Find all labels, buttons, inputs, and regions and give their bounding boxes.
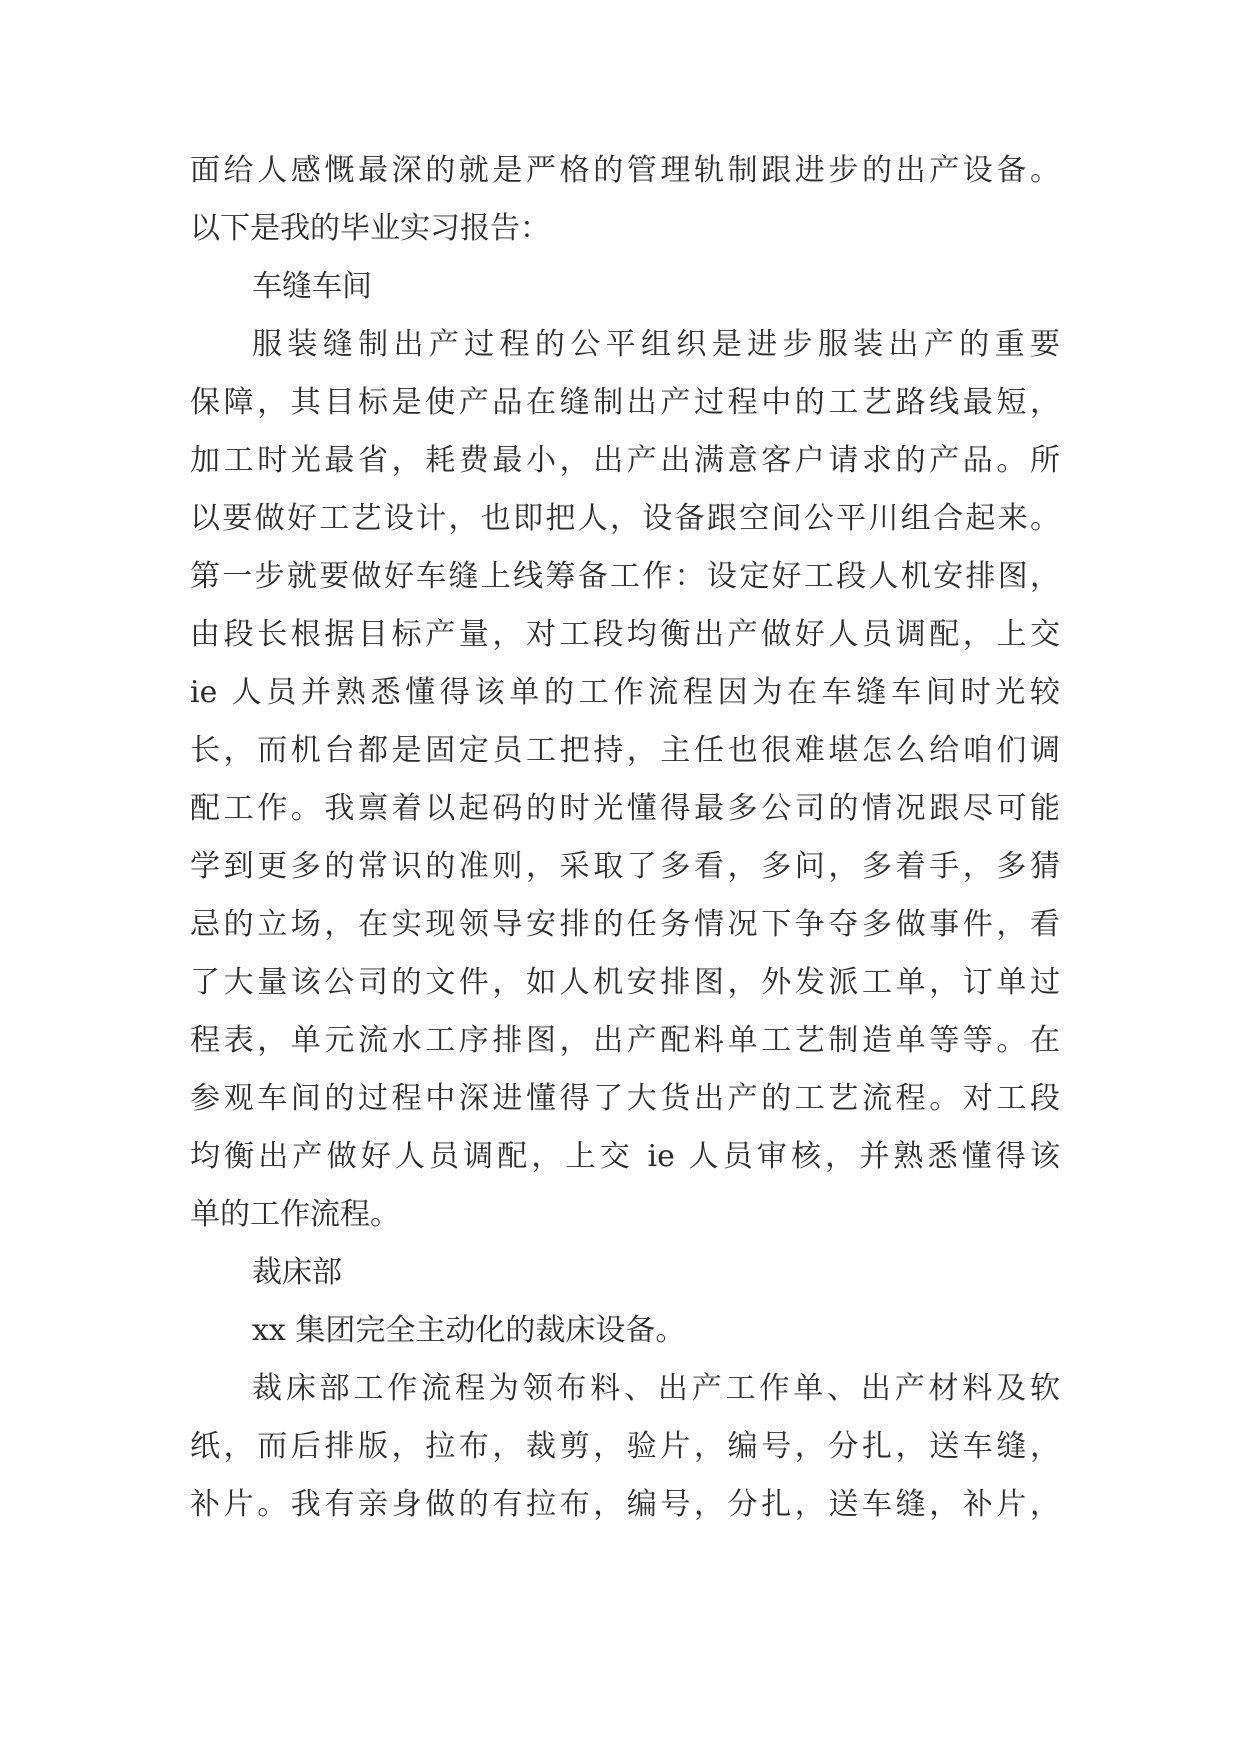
- body-text-line: 服装缝制出产过程的公平组织是进步服装出产的重要: [252, 327, 1060, 362]
- section-heading-sewing-workshop: 车缝车间: [252, 269, 372, 304]
- body-text-line: 程表，单元流水工序排图，出产配料单工艺制造单等等。在: [190, 1023, 1060, 1058]
- body-text-line: 面给人感慨最深的就是严格的管理轨制跟进步的出产设备。: [190, 153, 1060, 188]
- body-text-line: 长，而机台都是固定员工把持，主任也很难堪怎么给咱们调: [190, 733, 1060, 768]
- body-text-line: 第一步就要做好车缝上线筹备工作：设定好工段人机安排图，: [190, 559, 1060, 594]
- body-text-line: 学到更多的常识的准则，采取了多看，多问，多着手，多猜: [190, 849, 1060, 884]
- body-text-line: 纸，而后排版，拉布，裁剪，验片，编号，分扎，送车缝，: [190, 1429, 1060, 1464]
- body-text-line: xx 集团完全主动化的裁床设备。: [252, 1313, 686, 1348]
- body-text-line: 加工时光最省，耗费最小，出产出满意客户请求的产品。所: [190, 443, 1060, 478]
- body-text-line: 忌的立场，在实现领导安排的任务情况下争夺多做事件，看: [190, 907, 1060, 942]
- section-heading-cutting-department: 裁床部: [252, 1255, 342, 1290]
- body-text-line: 配工作。我禀着以起码的时光懂得最多公司的情况跟尽可能: [190, 791, 1060, 826]
- body-text-line: 以下是我的毕业实习报告：: [190, 211, 550, 246]
- body-text-line: 以要做好工艺设计，也即把人，设备跟空间公平川组合起来。: [190, 501, 1060, 536]
- body-text-line: 补片。我有亲身做的有拉布，编号，分扎，送车缝，补片，: [190, 1487, 1060, 1522]
- body-text-line: 均衡出产做好人员调配，上交 ie 人员审核，并熟悉懂得该: [190, 1139, 1060, 1174]
- body-text-line: 由段长根据目标产量，对工段均衡出产做好人员调配，上交: [190, 617, 1060, 652]
- body-text-line: 单的工作流程。: [190, 1197, 400, 1232]
- body-text-line: 参观车间的过程中深进懂得了大货出产的工艺流程。对工段: [190, 1081, 1060, 1116]
- document-body: [190, 142, 1060, 1534]
- body-text-line: ie 人员并熟悉懂得该单的工作流程因为在车缝车间时光较: [190, 675, 1060, 710]
- body-text-line: 裁床部工作流程为领布料、出产工作单、出产材料及软: [252, 1371, 1060, 1406]
- body-text-line: 了大量该公司的文件，如人机安排图，外发派工单，订单过: [190, 965, 1060, 1000]
- body-text-line: 保障，其目标是使产品在缝制出产过程中的工艺路线最短，: [190, 385, 1060, 420]
